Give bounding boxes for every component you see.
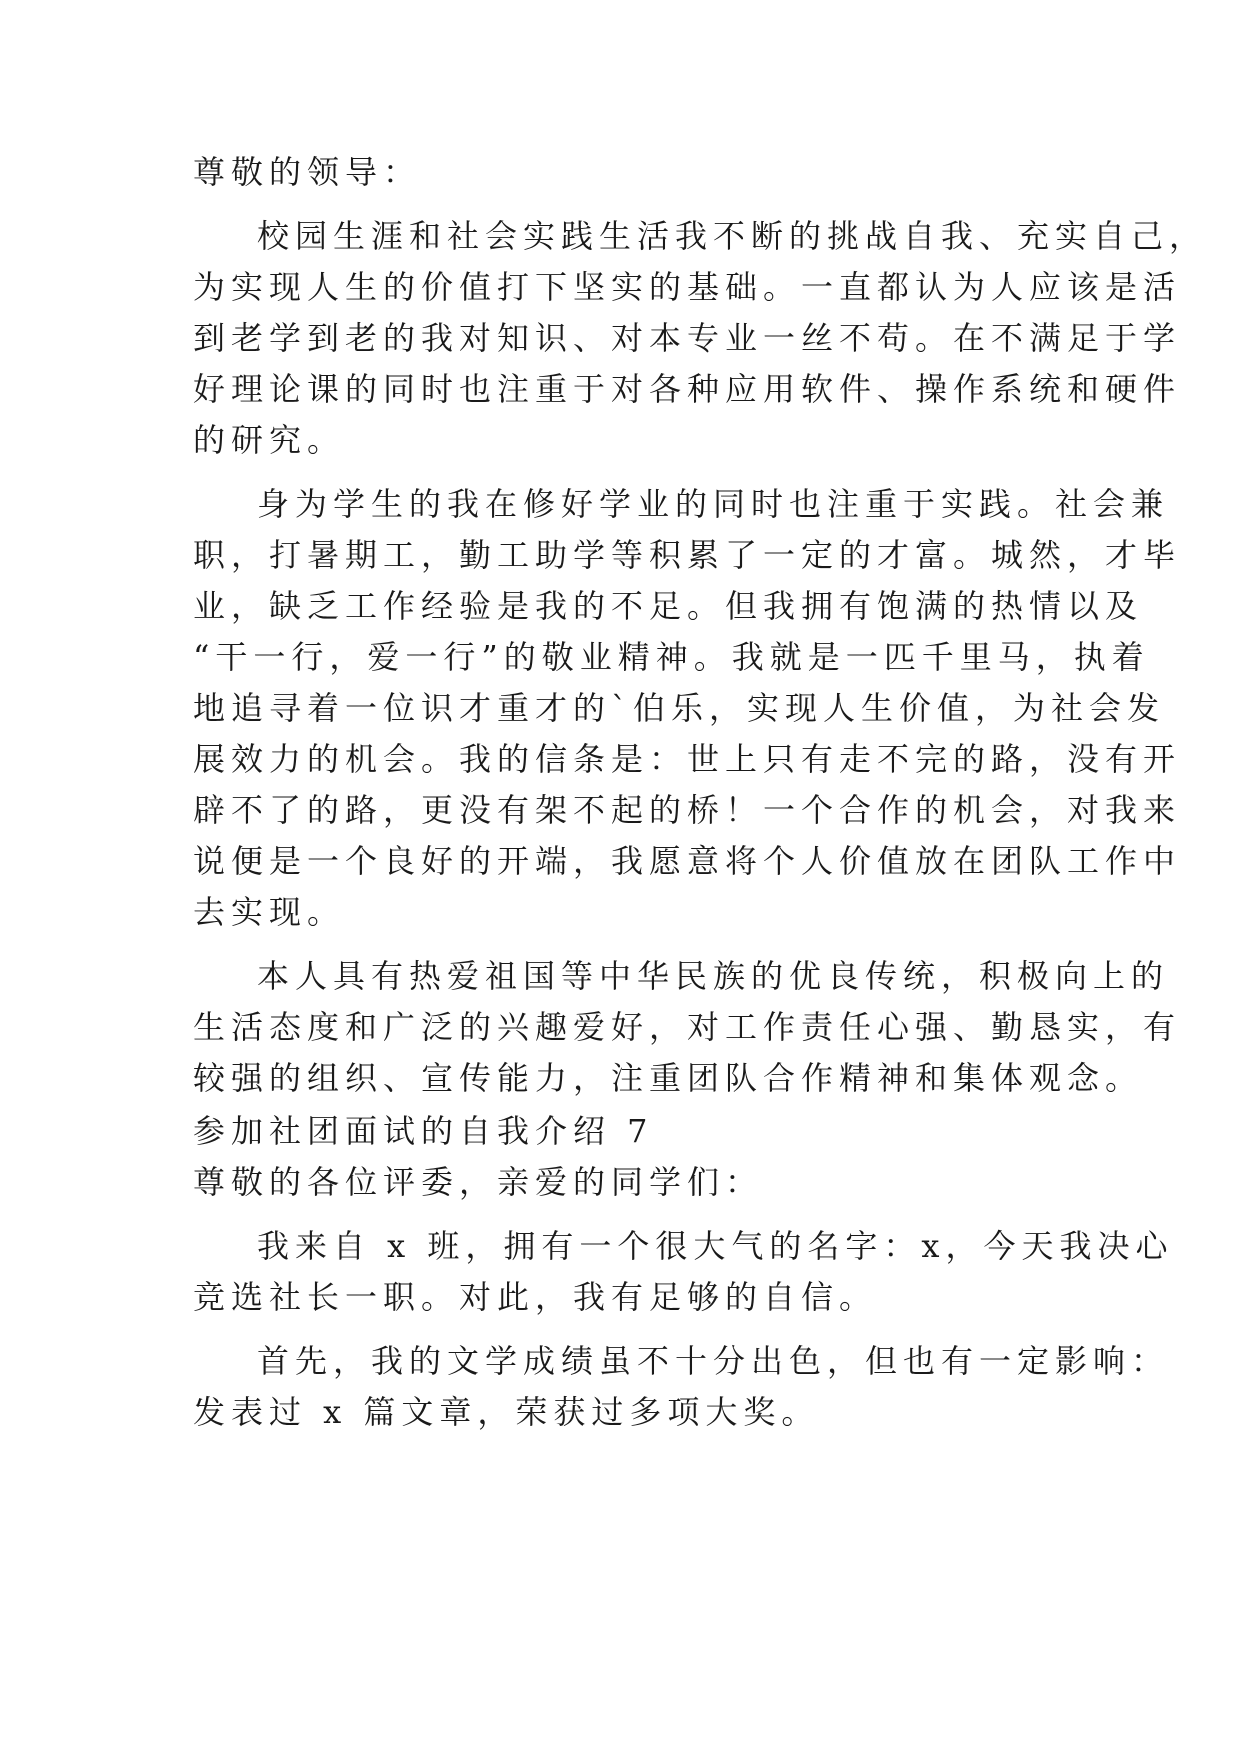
paragraph-line: 业，缺乏工作经验是我的不足。但我拥有饱满的热情以及 <box>193 587 1144 625</box>
paragraph-line: 展效力的机会。我的信条是：世上只有走不完的路，没有开 <box>193 740 1182 778</box>
paragraph-line: 辟不了的路，更没有架不起的桥！一个合作的机会，对我来 <box>193 791 1182 829</box>
salutation: 尊敬的各位评委，亲爱的同学们： <box>193 1163 764 1201</box>
paragraph-line: 身为学生的我在修好学业的同时也注重于实践。社会兼 <box>257 485 1170 523</box>
paragraph-line: 本人具有热爱祖国等中华民族的优良传统，积极向上的 <box>257 957 1170 995</box>
paragraph-line: 地追寻着一位识才重才的`伯乐，实现人生价值，为社会发 <box>193 689 1166 727</box>
section-heading: 参加社团面试的自我介绍 7 <box>193 1112 654 1150</box>
paragraph-line: 为实现人生的价值打下坚实的基础。一直都认为人应该是活 <box>193 268 1182 306</box>
paragraph-line: 的研究。 <box>193 421 346 459</box>
paragraph-line: 发表过 x 篇文章，荣获过多项大奖。 <box>193 1393 820 1431</box>
paragraph-line: “干一行，爱一行”的敬业精神。我就是一匹千里马，执着 <box>193 638 1150 676</box>
paragraph-line: 校园生涯和社会实践生活我不断的挑战自我、充实自己， <box>257 217 1208 255</box>
paragraph-line: 好理论课的同时也注重于对各种应用软件、操作系统和硬件 <box>193 370 1182 408</box>
paragraph-line: 生活态度和广泛的兴趣爱好，对工作责任心强、勤恳实，有 <box>193 1008 1182 1046</box>
salutation: 尊敬的领导： <box>193 153 422 191</box>
paragraph-line: 竞选社长一职。对此，我有足够的自信。 <box>193 1278 878 1316</box>
paragraph-line: 较强的组织、宣传能力，注重团队合作精神和集体观念。 <box>193 1059 1144 1097</box>
paragraph-line: 首先，我的文学成绩虽不十分出色，但也有一定影响： <box>257 1342 1170 1380</box>
paragraph-line: 说便是一个良好的开端，我愿意将个人价值放在团队工作中 <box>193 842 1182 880</box>
paragraph-line: 我来自 x 班，拥有一个很大气的名字：x，今天我决心 <box>257 1227 1174 1265</box>
paragraph-line: 职，打暑期工，勤工助学等积累了一定的才富。城然，才毕 <box>193 536 1182 574</box>
paragraph-line: 到老学到老的我对知识、对本专业一丝不苟。在不满足于学 <box>193 319 1182 357</box>
paragraph-line: 去实现。 <box>193 893 346 931</box>
